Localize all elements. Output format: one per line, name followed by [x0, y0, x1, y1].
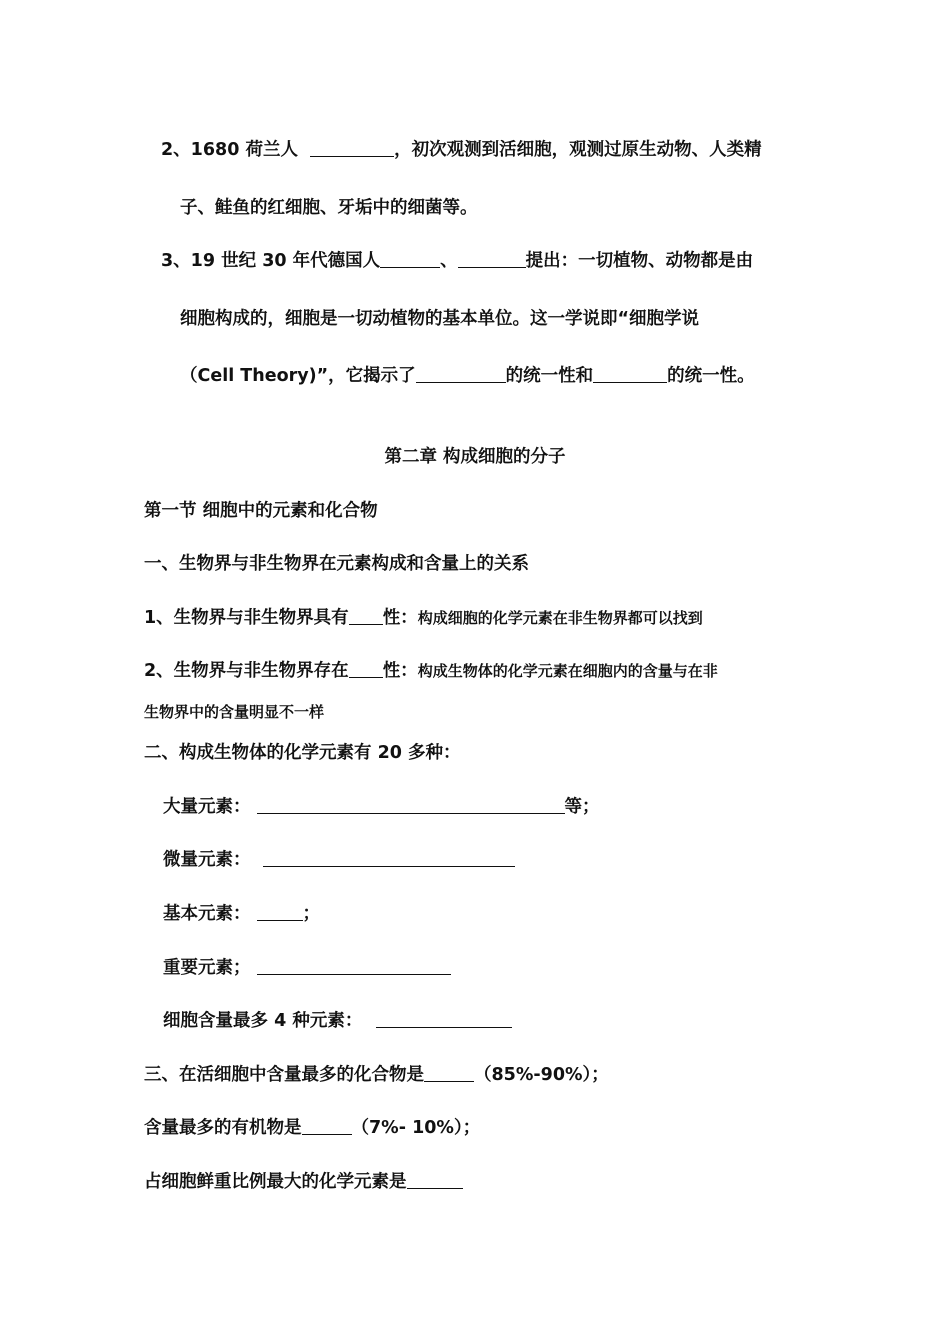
basic-element-row [163, 902, 320, 926]
paragraph-3-line-3 [180, 364, 755, 388]
chapter-title: 第二章 构成细胞的分子 [384, 447, 566, 467]
part3-line2-a: 含量最多的有机物是 [144, 1118, 302, 1138]
part1-item1-b: 性： [382, 608, 418, 628]
important-elements-row [163, 956, 451, 980]
blank-micro-elements[interactable] [263, 849, 515, 867]
part1-item2-a: 2、生物界与非生物界存在 [144, 661, 349, 681]
blank-difference-property[interactable] [349, 660, 383, 678]
part3-line-3 [144, 1170, 463, 1194]
macro-elements-row [163, 795, 600, 819]
blank-basic-element[interactable] [257, 903, 303, 921]
p3-text-c: 提出：一切植物、动物都是由 [525, 251, 754, 271]
blank-discoverer[interactable] [310, 139, 394, 157]
paragraph-2-line-1 [161, 138, 762, 162]
macro-label: 大量元素： [163, 797, 251, 817]
paragraph-3-line-2: 细胞构成的，细胞是一切动植物的基本单位。这一学说即“细胞学说 [180, 309, 699, 329]
paragraph-2-line-2: 子、鲑鱼的红细胞、牙垢中的细菌等。 [180, 198, 478, 218]
p3-text-b: 、 [440, 251, 458, 271]
p3-text-3b: 的统一性和 [505, 366, 594, 386]
part2-heading: 二、构成生物体的化学元素有 20 多种： [144, 743, 461, 763]
basic-label: 基本元素： [163, 904, 251, 924]
part3-line3-a: 占细胞鲜重比例最大的化学元素是 [144, 1172, 407, 1192]
p2-text-b: ，初次观测到活细胞，观测过原生动物、人类精 [394, 140, 762, 160]
blank-most-organic[interactable] [302, 1117, 352, 1135]
part1-item-2-cont: 生物界中的含量明显不一样 [144, 703, 325, 721]
part3-line1-a: 三、在活细胞中含量最多的化合物是 [144, 1065, 424, 1085]
part1-item1-c: 构成细胞的化学元素在非生物界都可以找到 [417, 609, 703, 627]
part1-item1-a: 1、生物界与非生物界具有 [144, 608, 349, 628]
blank-scientist-2[interactable] [458, 250, 526, 268]
macro-suffix: 等； [564, 797, 600, 817]
top4-label: 细胞含量最多 4 种元素： [163, 1011, 363, 1031]
blank-macro-elements[interactable] [257, 796, 565, 814]
blank-unity-1[interactable] [416, 365, 506, 383]
part3-line-1 [144, 1063, 609, 1087]
blank-unity-2[interactable] [593, 365, 667, 383]
part1-item-2 [144, 659, 718, 683]
p3-text-3a: （Cell Theory)”，它揭示了 [180, 366, 416, 386]
p3-text-3c: 的统一性。 [667, 366, 755, 386]
part1-item-1 [144, 606, 703, 630]
part1-heading: 一、生物界与非生物界在元素构成和含量上的关系 [144, 554, 529, 574]
part3-line1-b: （85%-90%）； [474, 1065, 609, 1085]
basic-suffix: ； [302, 904, 320, 924]
section-title: 第一节 细胞中的元素和化合物 [144, 501, 378, 521]
part1-item2-c: 构成生物体的化学元素在细胞内的含量与在非 [417, 662, 718, 680]
micro-label: 微量元素： [163, 850, 251, 870]
top4-elements-row [163, 1009, 512, 1033]
blank-most-compound[interactable] [424, 1064, 474, 1082]
blank-scientist-1[interactable] [380, 250, 440, 268]
part1-item2-b: 性： [382, 661, 418, 681]
blank-unity-property[interactable] [349, 607, 383, 625]
blank-top4-elements[interactable] [376, 1010, 512, 1028]
important-label: 重要元素； [163, 958, 251, 978]
p3-text-a: 3、19 世纪 30 年代德国人 [161, 251, 381, 271]
part3-line-2 [144, 1116, 480, 1140]
part3-line2-b: （7%- 10%）； [351, 1118, 481, 1138]
blank-important-elements[interactable] [257, 957, 451, 975]
paragraph-3-line-1 [161, 249, 753, 273]
micro-elements-row [163, 848, 515, 872]
blank-heaviest-element[interactable] [407, 1171, 463, 1189]
p2-text-a: 2、1680 荷兰人 [161, 140, 298, 160]
